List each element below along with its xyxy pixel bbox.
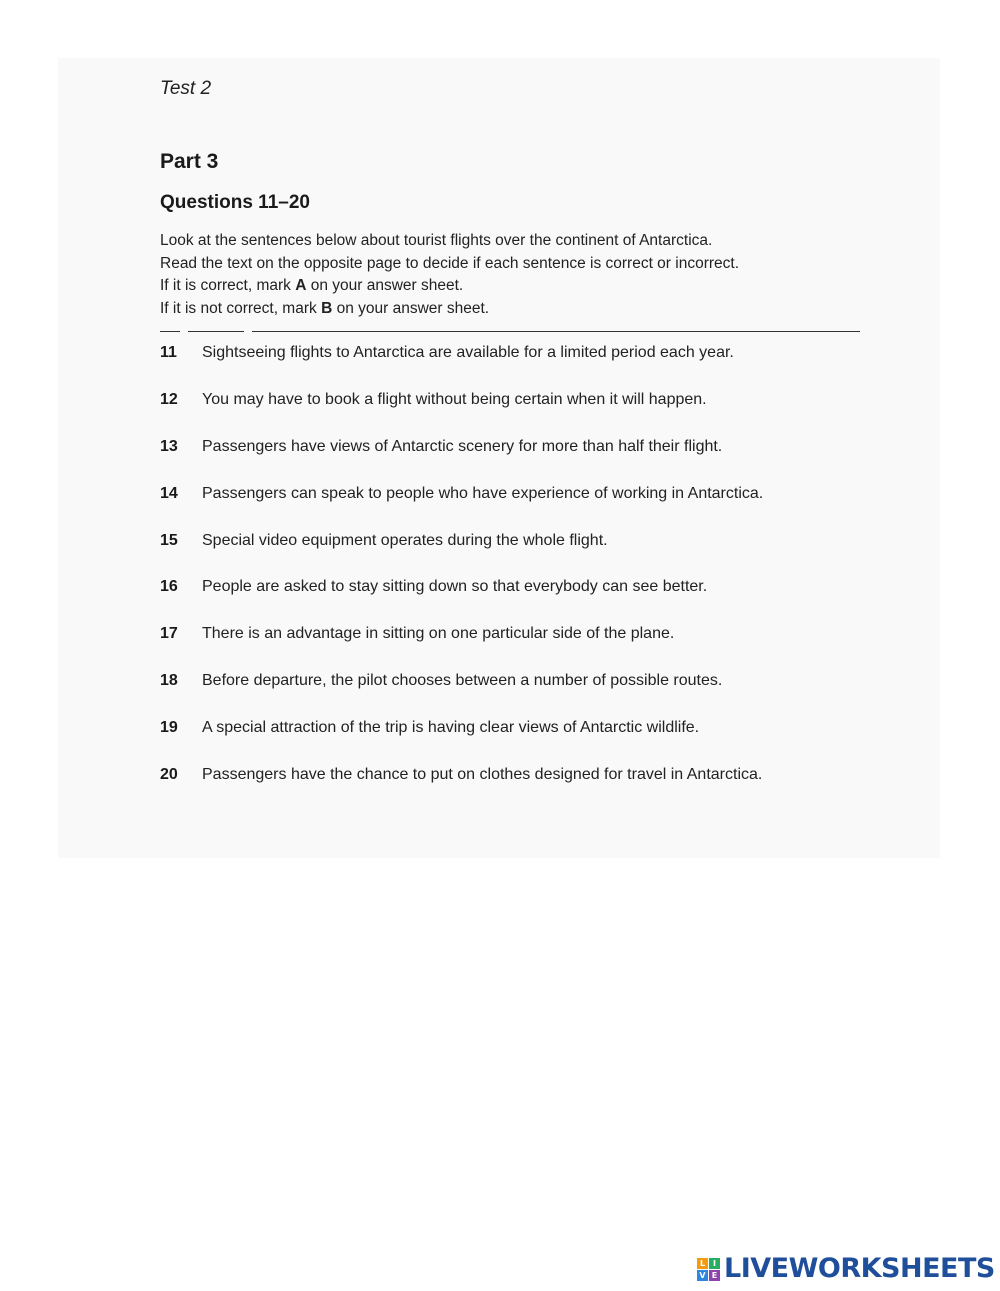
logo-mark-icon <box>697 1258 720 1281</box>
question-number: 12 <box>160 390 178 408</box>
question-number: 20 <box>160 766 178 784</box>
question-number: 14 <box>160 484 178 502</box>
question-number: 17 <box>160 625 178 643</box>
answer-letter: A <box>295 277 307 294</box>
instruction-text: on your answer sheet. <box>332 299 490 317</box>
logo-mark-cell: E <box>709 1270 720 1281</box>
logo-mark-cell: V <box>697 1270 708 1281</box>
instruction-text: Look at the sentences below about tourist flights over the continent of Antarctica. <box>160 232 713 249</box>
logo-text: LIVEWORKSHEETS <box>724 1253 995 1284</box>
question-item <box>160 672 880 719</box>
question-item <box>160 344 880 391</box>
question-text: Passengers can speak to people who have experience of working in Antarctica. <box>202 484 764 502</box>
question-text: You may have to book a flight without being certain when it will happen. <box>202 390 707 408</box>
question-text: There is an advantage in sitting on one particular side of the plane. <box>202 625 675 643</box>
instruction-text: Read the text on the opposite page to decide if each sentence is correct or incorrect. <box>160 254 740 272</box>
question-text: Special video equipment operates during the whole flight. <box>202 531 608 549</box>
instructions <box>160 230 880 320</box>
question-number: 18 <box>160 672 178 690</box>
question-item <box>160 766 880 813</box>
question-text: Sightseeing flights to Antarctica are available for a limited period each year. <box>202 344 734 361</box>
instruction-text: on your answer sheet. <box>306 277 464 294</box>
question-item <box>160 485 880 532</box>
question-text: A special attraction of the trip is having clear views of Antarctic wildlife. <box>202 719 700 737</box>
divider <box>160 331 860 332</box>
question-item <box>160 532 880 579</box>
question-text: Before departure, the pilot chooses between a number of possible routes. <box>202 672 723 690</box>
questions-title: Questions 11–20 <box>160 192 310 213</box>
answer-letter: B <box>321 299 333 317</box>
divider-gap <box>244 329 252 334</box>
instruction-text: If it is not correct, mark <box>160 299 322 317</box>
question-number: 13 <box>160 437 178 455</box>
instruction-line <box>160 230 880 253</box>
question-item <box>160 391 880 438</box>
liveworksheets-logo[interactable] <box>697 1255 995 1283</box>
instruction-line <box>160 253 880 276</box>
logo-mark-cell: L <box>697 1258 708 1269</box>
question-item <box>160 719 880 766</box>
instruction-line <box>160 298 880 321</box>
instruction-line <box>160 275 880 298</box>
question-item <box>160 438 880 485</box>
question-text: People are asked to stay sitting down so that everybody can see better. <box>202 578 708 596</box>
question-item <box>160 578 880 625</box>
part-title: Part 3 <box>160 150 219 173</box>
question-number: 16 <box>160 578 178 596</box>
divider-gap <box>180 329 188 334</box>
question-text: Passengers have views of Antarctic scenery for more than half their flight. <box>202 437 723 455</box>
question-number: 11 <box>160 344 177 361</box>
question-text: Passengers have the chance to put on clothes designed for travel in Antarctica. <box>202 766 763 784</box>
question-list <box>160 344 880 813</box>
question-number: 19 <box>160 719 178 737</box>
logo-mark-cell: I <box>709 1258 720 1269</box>
question-number: 15 <box>160 531 178 549</box>
question-item <box>160 625 880 672</box>
instruction-text: If it is correct, mark <box>160 277 296 294</box>
test-label: Test 2 <box>160 78 212 99</box>
